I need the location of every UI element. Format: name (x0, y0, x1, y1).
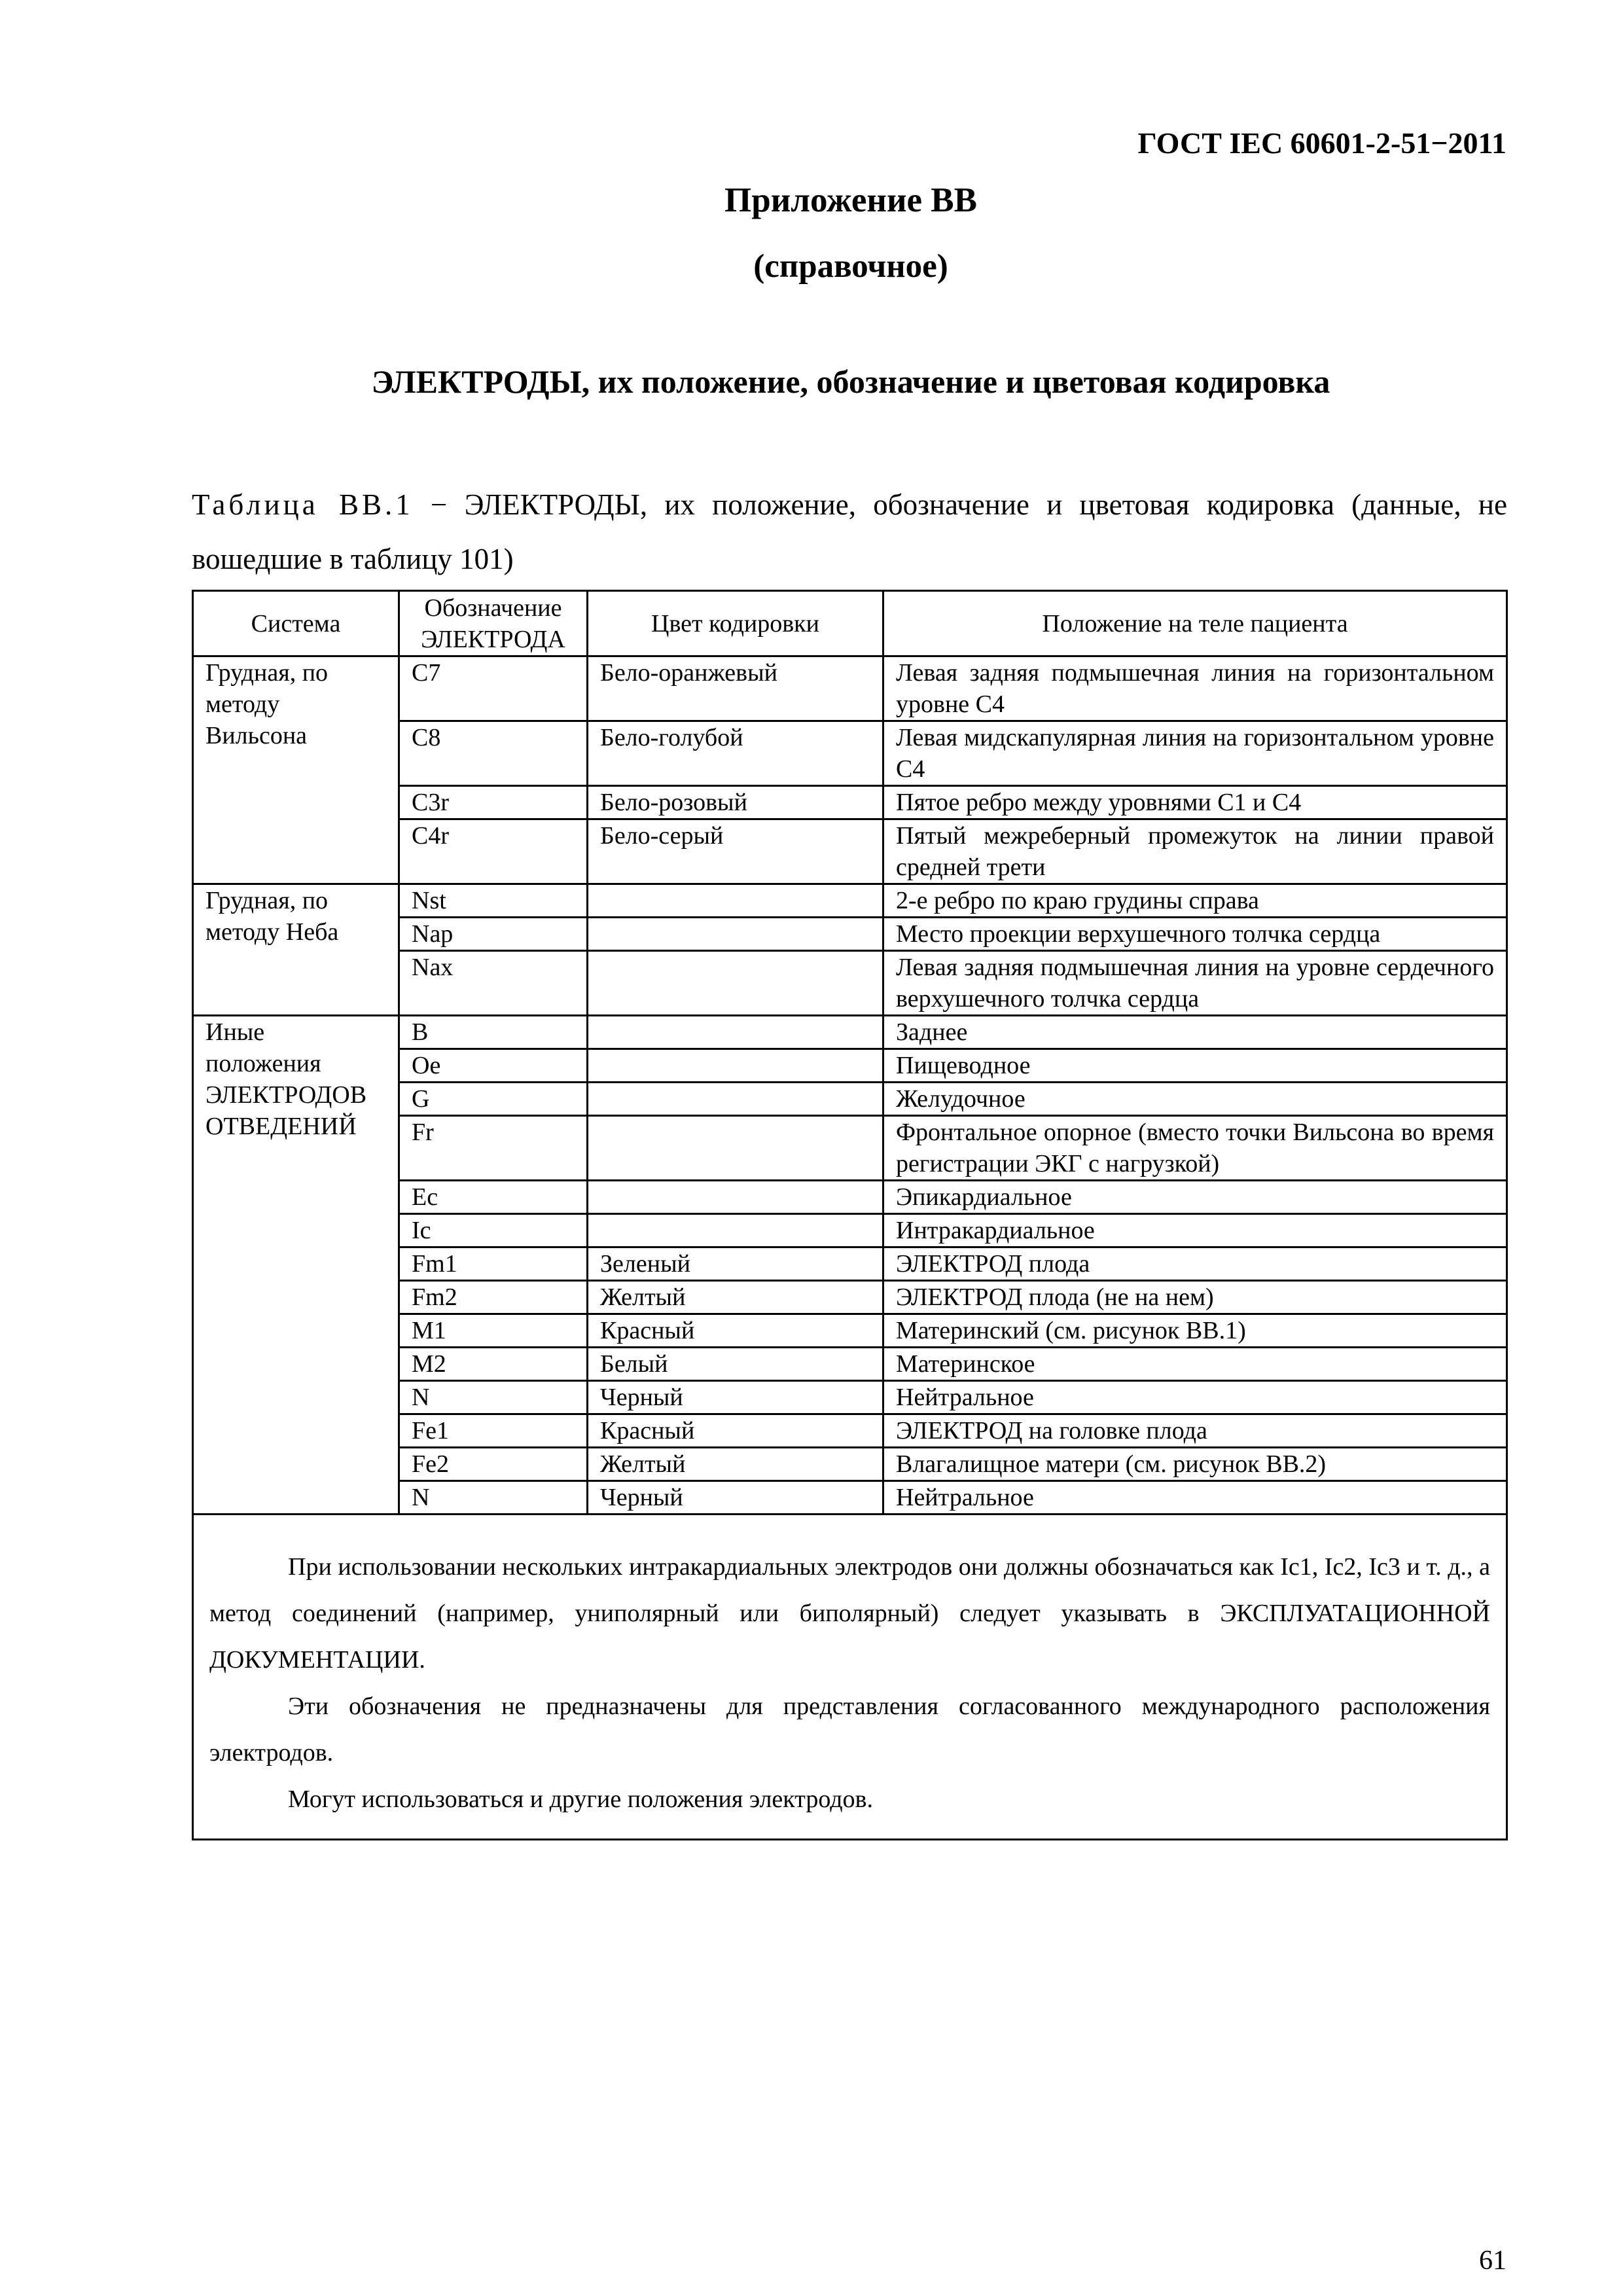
header-cell-color: Цвет кодировки (588, 591, 883, 656)
color-cell: Бело-серый (588, 819, 883, 884)
position-cell: Левая мидскапулярная линия на горизонтальном уровне С4 (883, 721, 1507, 786)
code-cell: N (399, 1481, 588, 1515)
position-cell: Левая задняя подмышечная линия на горизонтальном уровне С4 (883, 656, 1507, 721)
position-cell: Нейтральное (883, 1481, 1507, 1515)
code-cell: C3r (399, 786, 588, 819)
code-cell: Fr (399, 1116, 588, 1181)
table-notes-row (193, 1515, 1507, 1840)
table-row (193, 656, 1507, 721)
appendix-title: Приложение ВВ (724, 181, 977, 219)
position-cell: Материнское (883, 1348, 1507, 1381)
color-cell: Красный (588, 1414, 883, 1448)
note-paragraph: Эти обозначения не предназначены для представления согласованного международного расположения электродов. (209, 1693, 1490, 1767)
position-cell: Место проекции верхушечного толчка сердца (883, 918, 1507, 951)
color-cell (588, 1116, 883, 1181)
position-cell: Влагалищное матери (см. рисунок ВВ.2) (883, 1448, 1507, 1481)
color-cell: Желтый (588, 1281, 883, 1314)
code-cell: Fm1 (399, 1247, 588, 1281)
position-cell: Эпикардиальное (883, 1181, 1507, 1214)
code-cell: C8 (399, 721, 588, 786)
color-cell: Белый (588, 1348, 883, 1381)
code-cell: Fe2 (399, 1448, 588, 1481)
header-cell-code: Обозначение ЭЛЕКТРОДА (399, 591, 588, 656)
header-cell-position: Положение на теле пациента (883, 591, 1507, 656)
code-cell: C7 (399, 656, 588, 721)
table-header-row (193, 591, 1507, 656)
color-cell: Зеленый (588, 1247, 883, 1281)
color-cell: Черный (588, 1381, 883, 1414)
color-cell (588, 1016, 883, 1049)
code-cell: M2 (399, 1348, 588, 1381)
code-cell: Nap (399, 918, 588, 951)
electrodes-table (192, 590, 1508, 1840)
position-cell: 2-е ребро по краю грудины справа (883, 884, 1507, 918)
code-cell: Nst (399, 884, 588, 918)
code-cell: Fe1 (399, 1414, 588, 1448)
position-cell: Желудочное (883, 1083, 1507, 1116)
color-cell (588, 1049, 883, 1083)
position-cell: Пищеводное (883, 1049, 1507, 1083)
header-cell-system: Система (193, 591, 399, 656)
system-cell: Иные положения ЭЛЕКТРОДОВ ОТВЕДЕНИЙ (193, 1016, 399, 1515)
section-title: ЭЛЕКТРОДЫ, их положение, обозначение и цветовая кодировка (371, 363, 1330, 400)
color-cell (588, 1181, 883, 1214)
code-cell: Ec (399, 1181, 588, 1214)
note-paragraph: При использовании нескольких интракардиальных электродов они должны обозначаться как Ic1, Ic2, Ic3 и т. д., а метод соединений (например, униполярный или биполярный) следует указывать в ЭКСПЛУАТАЦИОННОЙ ДОКУМЕНТАЦИИ. (209, 1553, 1490, 1674)
position-cell: Материнский (см. рисунок ВВ.1) (883, 1314, 1507, 1348)
color-cell (588, 1083, 883, 1116)
color-cell (588, 884, 883, 918)
color-cell: Черный (588, 1481, 883, 1515)
table-row (193, 884, 1507, 918)
position-cell: Заднее (883, 1016, 1507, 1049)
color-cell (588, 951, 883, 1016)
color-cell (588, 918, 883, 951)
note-paragraph: Могут использоваться и другие положения электродов. (288, 1785, 874, 1813)
position-cell: ЭЛЕКТРОД плода (883, 1247, 1507, 1281)
color-cell: Красный (588, 1314, 883, 1348)
position-cell: Интракардиальное (883, 1214, 1507, 1247)
position-cell: ЭЛЕКТРОД плода (не на нем) (883, 1281, 1507, 1314)
code-cell: N (399, 1381, 588, 1414)
code-cell: M1 (399, 1314, 588, 1348)
system-cell: Грудная, по методу Вильсона (193, 656, 399, 884)
code-cell: Nax (399, 951, 588, 1016)
code-cell: Fm2 (399, 1281, 588, 1314)
position-cell: ЭЛЕКТРОД на головке плода (883, 1414, 1507, 1448)
table-caption-prefix: Таблица ВВ.1 (192, 488, 414, 521)
position-cell: Пятый межреберный промежуток на линии правой средней трети (883, 819, 1507, 884)
color-cell: Желтый (588, 1448, 883, 1481)
color-cell: Бело-оранжевый (588, 656, 883, 721)
table-caption-text: − ЭЛЕКТРОДЫ, их положение, обозначение и цветовая кодировка (данные, не вошедшие в таблицу 101) (192, 488, 1507, 575)
position-cell: Нейтральное (883, 1381, 1507, 1414)
table-caption (192, 478, 1507, 586)
code-cell: Oe (399, 1049, 588, 1083)
color-cell: Бело-голубой (588, 721, 883, 786)
color-cell (588, 1214, 883, 1247)
code-cell: C4r (399, 819, 588, 884)
color-cell: Бело-розовый (588, 786, 883, 819)
code-cell: B (399, 1016, 588, 1049)
code-cell: Ic (399, 1214, 588, 1247)
page-number: 61 (1479, 2246, 1507, 2276)
appendix-note: (справочное) (753, 248, 948, 285)
system-cell: Грудная, по методу Неба (193, 884, 399, 1016)
table-notes-cell (193, 1515, 1507, 1840)
position-cell: Пятое ребро между уровнями С1 и С4 (883, 786, 1507, 819)
position-cell: Фронтальное опорное (вместо точки Вильсона во время регистрации ЭКГ с нагрузкой) (883, 1116, 1507, 1181)
code-cell: G (399, 1083, 588, 1116)
position-cell: Левая задняя подмышечная линия на уровне сердечного верхушечного толчка сердца (883, 951, 1507, 1016)
standard-header: ГОСТ IEC 60601-2-51−2011 (1137, 126, 1507, 160)
table-row (193, 1016, 1507, 1049)
